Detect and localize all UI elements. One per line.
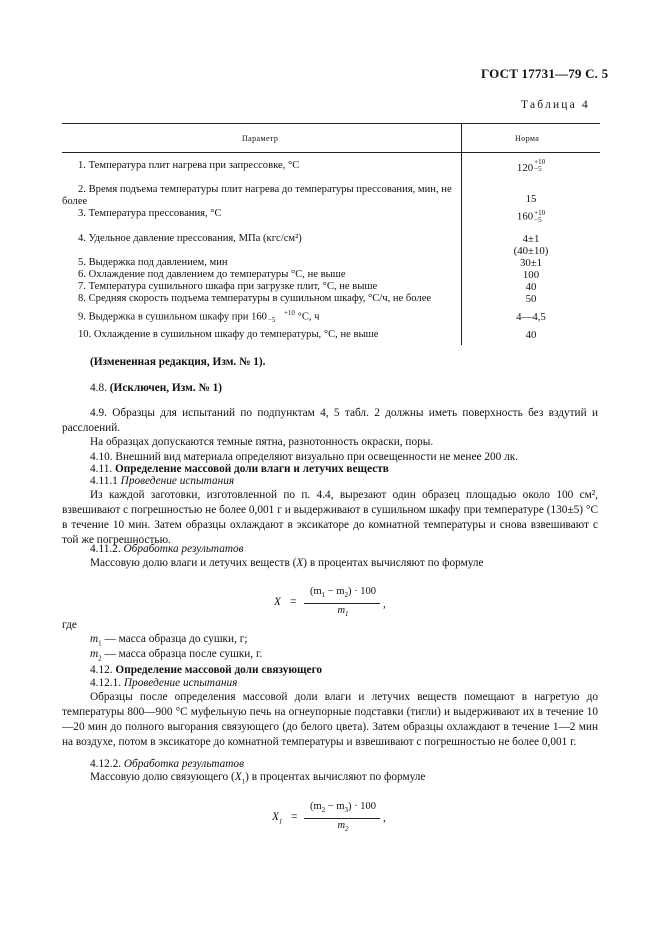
formula-numerator: $(m_2 - m_3) \cdot 100$ <box>309 801 376 815</box>
clause-4-11-2-text: Массовую долю влаги и летучих веществ (X) в процентах вычисляют по формуле <box>90 557 484 569</box>
table-row-norm: 15 <box>525 193 537 205</box>
table-row-norm: 50 <box>525 293 537 305</box>
clause-4-12-heading: 4.12. Определение массовой доли связующего <box>90 664 323 676</box>
page-header: ГОСТ 17731—79 С. 5 <box>481 66 609 81</box>
formula-comma: , <box>383 812 386 824</box>
formula-equals: = <box>290 596 297 608</box>
clause-4-9-note: На образцах допускаются темные пятна, разнотонность окраски, поры. <box>90 436 434 448</box>
formula-lhs: X <box>274 596 281 608</box>
clause-4-9: 4.9. Образцы для испытаний по подпунктам 4, 5 табл. 2 должны иметь поверхность без вздутий и расслоений. <box>62 407 598 434</box>
formula-numerator: $(m_1 - m_2) \cdot 100$ <box>309 586 376 600</box>
clause-4-12-2-text: Массовую долю связующего $(X_1)$ в процентах вычисляют по формуле <box>90 771 426 786</box>
table-row-norm-secondary: (40±10) <box>513 245 549 257</box>
table-row-param: 1. Температура плит нагрева при запрессовке, °С <box>78 160 300 171</box>
clause-4-11-heading: 4.11. Определение массовой доли влаги и летучих веществ <box>90 463 389 475</box>
table-row-norm: 40 <box>525 329 537 341</box>
formula-equals: = <box>291 811 298 823</box>
table-row-norm: 40 <box>525 281 537 293</box>
clause-4-12-2-heading: 4.12.2. Обработка результатов <box>90 758 244 770</box>
table-top-rule <box>62 123 600 124</box>
clause-4-12-1-text: Образцы после определения массовой доли влаги и летучих веществ помещают в нагретую до температуры 800—900 °С муфельную печь на огнеупорные подставки (тигли) и выдерживают их в течение 10—20 мин до полного выгорания связующего (до белого цвета). Затем образцы охлаждают в течение 1—2 мин на воздухе, потом в эксикаторе до комнатной температуры и взвешивают с погрешностью не более 0,001 г. <box>62 691 598 748</box>
table-row-param: 8. Средняя скорость подъема температуры в сушильном шкафу, °С/ч, не более <box>78 293 432 304</box>
column-header-norm: Норма <box>515 134 540 143</box>
variable-m1: $m_1$ — масса образца до сушки, г; <box>90 633 248 648</box>
table-row-param: 3. Температура прессования, °С <box>78 208 222 219</box>
clause-4-11-2-heading: 4.11.2. Обработка результатов <box>90 543 244 555</box>
clause-4-11-1-text: Из каждой заготовки, изготовленной по п. 4.4, вырезают один образец площадью около 100 см², взвешивают с погрешностью не более 0,001 г и выдерживают в сушильном шкафу при температуре (130±5) °С в течение 10 мин. Затем образцы охлаждают в эксикаторе до комнатной температуры и снова взвешивают с той же погрешностью. <box>62 489 598 546</box>
column-header-param: Параметр <box>242 134 279 143</box>
table-row-norm: 4±1 <box>522 233 540 245</box>
where-label: где <box>62 619 77 631</box>
formula-denominator: $m_2$ <box>337 820 349 834</box>
table-row-param: 2. Время подъема температуры плит нагрева до температуры прессования, мин, не более <box>62 184 452 207</box>
amendment-note: (Измененная редакция, Изм. № 1). <box>90 356 266 368</box>
table-row-norm: 30±1 <box>519 257 543 269</box>
table-row-param: 10. Охлаждение в сушильном шкафу до температуры, °С, не выше <box>78 329 379 340</box>
table-row-param: 7. Температура сушильного шкафа при загрузке плит, °С, не выше <box>78 281 378 292</box>
fraction-bar <box>304 603 380 604</box>
variable-m2: $m_2$ — масса образца после сушки, г. <box>90 648 263 663</box>
table-row-param: 9. Выдержка в сушильном шкафу при 160 +10 −5 °С, ч <box>78 309 320 324</box>
table-caption: Таблица 4 <box>521 99 590 111</box>
table-row-norm: 160+10 −5 <box>516 209 546 224</box>
table-row-norm: 4—4,5 <box>516 311 546 323</box>
table-row-norm: 100 <box>522 269 540 281</box>
formula-denominator: $m_1$ <box>337 605 349 619</box>
clause-4-8: 4.8. (Исключен, Изм. № 1) <box>90 382 223 394</box>
clause-4-12-1-heading: 4.12.1. Проведение испытания <box>90 677 238 689</box>
table-row-param: 4. Удельное давление прессования, МПа (кгс/см²) <box>78 233 302 244</box>
formula-comma: , <box>383 598 386 610</box>
clause-4-11-1-heading: 4.11.1 Проведение испытания <box>90 475 235 487</box>
formula-lhs: $X_1$ <box>272 811 283 826</box>
table-row-norm: 120+10 −5 <box>516 157 546 174</box>
fraction-bar <box>304 818 380 819</box>
clause-4-10: 4.10. Внешний вид материала определяют визуально при освещенности не менее 200 лк. <box>90 451 519 463</box>
table-header-rule <box>62 152 600 153</box>
table-row-param: 5. Выдержка под давлением, мин <box>78 257 228 268</box>
table-row-param: 6. Охлаждение под давлением до температуры °С, не выше <box>78 269 346 280</box>
